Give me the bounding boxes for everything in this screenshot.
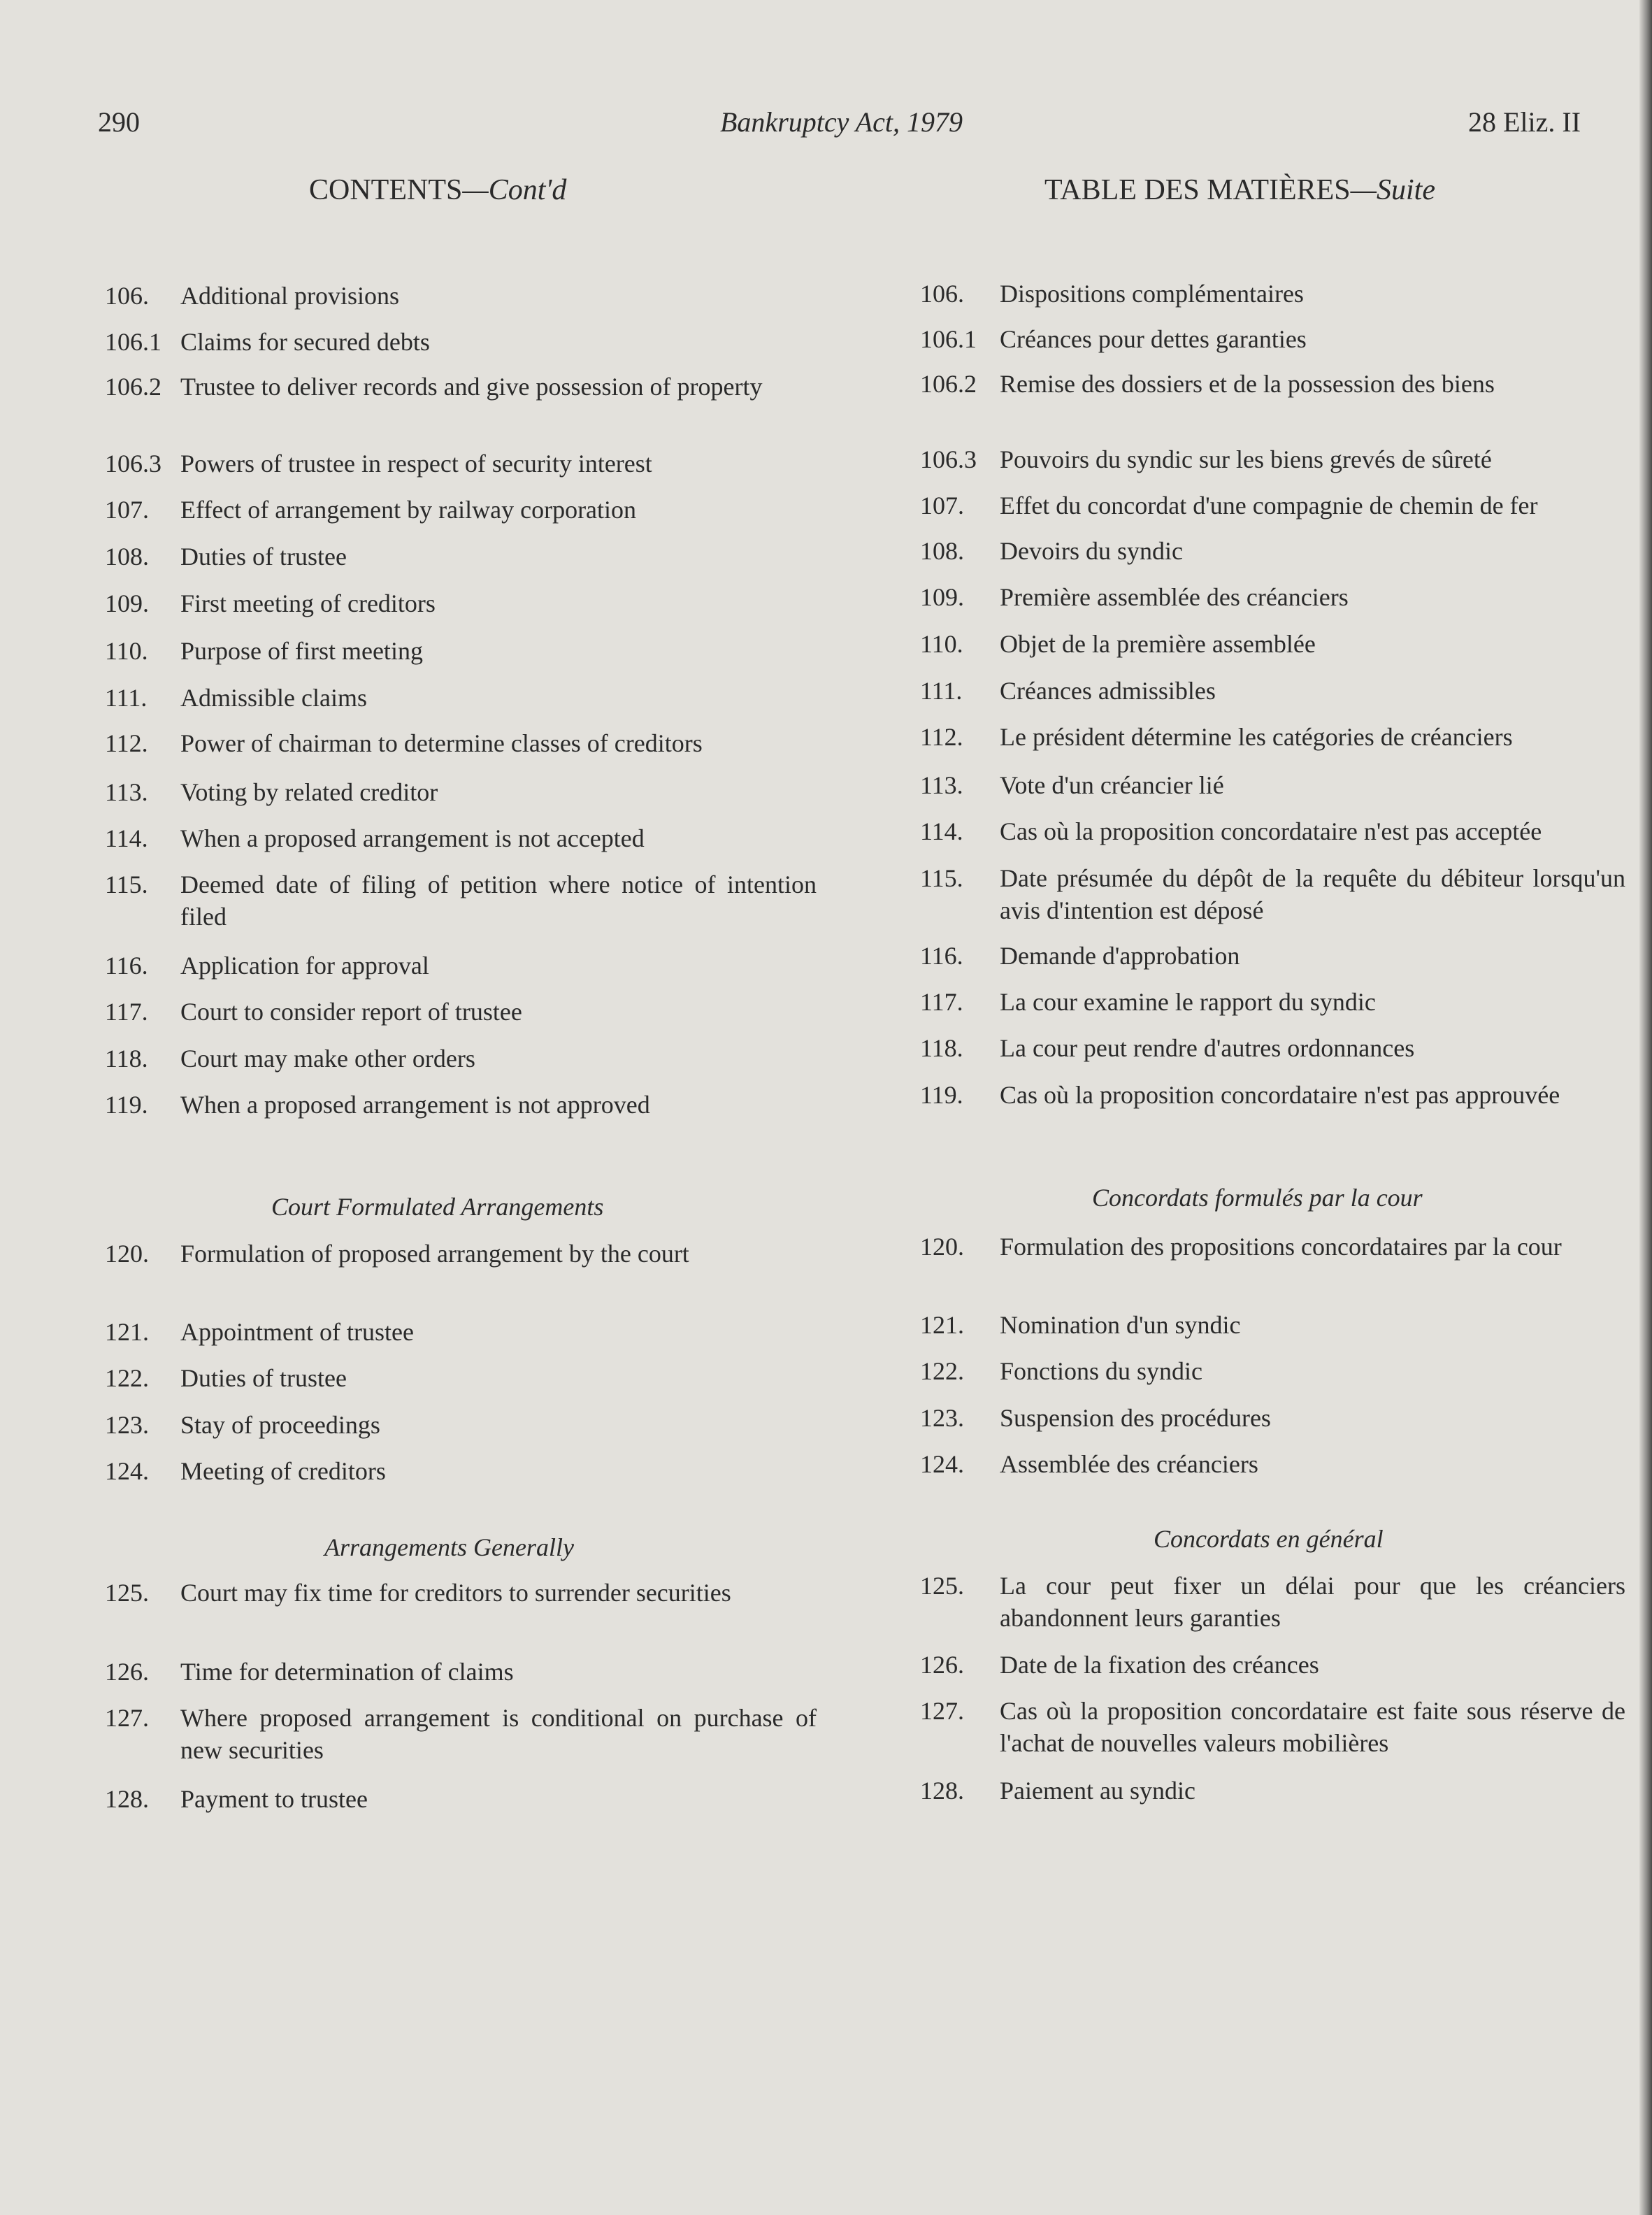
- toc-entry-title: La cour examine le rapport du syndic: [1000, 988, 1376, 1016]
- toc-entry-title: Power of chairman to determine classes of creditors: [180, 729, 703, 757]
- page-number: 290: [98, 106, 140, 138]
- toc-entry-title: Deemed date of filing of petition where notice of intention filed: [180, 870, 817, 931]
- toc-entry-title: Créances admissibles: [1000, 677, 1216, 705]
- toc-entry-title: Powers of trustee in respect of security interest: [180, 450, 652, 478]
- toc-entry-number: 120.: [920, 1233, 964, 1261]
- toc-entry-title: Stay of proceedings: [180, 1411, 380, 1439]
- toc-entry-number: 120.: [105, 1240, 149, 1268]
- section-heading-arrangements-generally: Arrangements Generally: [324, 1533, 574, 1561]
- english-contents-heading: [309, 172, 566, 208]
- toc-entry-title: Purpose of first meeting: [180, 637, 423, 665]
- toc-entry-number: 106.3: [920, 445, 977, 473]
- toc-entry-title: Claims for secured debts: [180, 328, 430, 356]
- toc-entry-title: Payment to trustee: [180, 1785, 368, 1813]
- toc-entry-title: Duties of trustee: [180, 1364, 347, 1392]
- toc-entry-number: 122.: [920, 1357, 964, 1385]
- toc-entry-number: 107.: [105, 496, 149, 524]
- toc-entry-title: Paiement au syndic: [1000, 1777, 1195, 1805]
- toc-entry-number: 126.: [105, 1658, 149, 1686]
- toc-entry-number: 109.: [105, 589, 149, 617]
- running-title: Bankruptcy Act, 1979: [720, 106, 963, 138]
- toc-entry-number: 116.: [920, 942, 963, 970]
- toc-entry-title: Court to consider report of trustee: [180, 998, 522, 1026]
- toc-entry-number: 126.: [920, 1651, 964, 1679]
- toc-entry-number: 110.: [920, 630, 963, 658]
- toc-entry-title: Vote d'un créancier lié: [1000, 771, 1224, 799]
- toc-entry-title: Cas où la proposition concordataire n'est pas approuvée: [1000, 1081, 1560, 1109]
- toc-entry-number: 106.: [105, 282, 149, 310]
- toc-entry-number: 109.: [920, 583, 964, 611]
- toc-entry-number: 127.: [105, 1704, 149, 1732]
- toc-entry-number: 122.: [105, 1364, 149, 1392]
- toc-entry-title: Devoirs du syndic: [1000, 537, 1183, 565]
- toc-entry-number: 112.: [105, 729, 148, 757]
- toc-entry-number: 115.: [920, 864, 963, 892]
- toc-entry-number: 123.: [105, 1411, 149, 1439]
- binding-edge: [1639, 0, 1652, 2215]
- english-heading-text: CONTENTS: [309, 174, 463, 206]
- toc-entry-number: 106.2: [920, 370, 977, 398]
- toc-entry-number: 114.: [105, 824, 148, 852]
- toc-entry-number: 124.: [105, 1457, 149, 1485]
- toc-entry-number: 113.: [920, 771, 963, 799]
- french-contents-heading: [1044, 172, 1435, 208]
- toc-entry-title: Date de la fixation des créances: [1000, 1651, 1319, 1679]
- toc-entry-title: Assemblée des créanciers: [1000, 1450, 1258, 1478]
- toc-entry-number: 116.: [105, 952, 148, 980]
- toc-entry-number: 124.: [920, 1450, 964, 1478]
- toc-entry-number: 106.3: [105, 450, 161, 478]
- toc-entry-number: 119.: [105, 1091, 148, 1119]
- english-heading-suffix: —Cont'd: [462, 174, 567, 206]
- toc-entry-title: Pouvoirs du syndic sur les biens grevés de sûreté: [1000, 445, 1492, 473]
- french-heading-text: TABLE DES MATIÈRES: [1044, 174, 1351, 206]
- toc-entry-title: Formulation of proposed arrangement by the court: [180, 1240, 689, 1268]
- toc-entry-title: First meeting of creditors: [180, 589, 436, 617]
- toc-entry-number: 118.: [105, 1045, 148, 1073]
- toc-entry-title: Créances pour dettes garanties: [1000, 325, 1307, 353]
- toc-entry-title: Court may make other orders: [180, 1045, 475, 1073]
- section-heading-court-formulated: Concordats formulés par la cour: [1092, 1184, 1423, 1212]
- toc-entry-title: Première assemblée des créanciers: [1000, 583, 1349, 611]
- toc-entry-number: 123.: [920, 1404, 964, 1432]
- toc-entry-title: Date présumée du dépôt de la requête du débiteur lorsqu'un avis d'intention est déposé: [1000, 864, 1625, 924]
- toc-entry-title: Demande d'approbation: [1000, 942, 1240, 970]
- toc-entry-number: 106.: [920, 280, 964, 308]
- toc-entry-title: Trustee to deliver records and give possession of property: [180, 373, 763, 401]
- toc-entry-number: 114.: [920, 817, 963, 845]
- toc-entry-title: Fonctions du syndic: [1000, 1357, 1203, 1385]
- toc-entry-number: 108.: [105, 543, 149, 571]
- toc-entry-number: 121.: [105, 1318, 149, 1346]
- toc-entry-number: 117.: [920, 988, 963, 1016]
- toc-entry-number: 118.: [920, 1034, 963, 1062]
- toc-entry-title: Dispositions complémentaires: [1000, 280, 1304, 308]
- toc-entry-number: 121.: [920, 1311, 964, 1339]
- toc-entry-number: 113.: [105, 778, 148, 806]
- toc-entry-title: Effet du concordat d'une compagnie de chemin de fer: [1000, 492, 1538, 519]
- toc-entry-title: Admissible claims: [180, 684, 367, 712]
- toc-entry-title: Time for determination of claims: [180, 1658, 514, 1686]
- toc-entry-title: Le président détermine les catégories de créanciers: [1000, 723, 1513, 751]
- toc-entry-number: 115.: [105, 870, 148, 898]
- toc-entry-title: Duties of trustee: [180, 543, 347, 571]
- toc-entry-number: 117.: [105, 998, 148, 1026]
- toc-entry-title: Where proposed arrangement is conditional on purchase of new securities: [180, 1704, 817, 1764]
- toc-entry-number: 108.: [920, 537, 964, 565]
- toc-entry-title: Effect of arrangement by railway corporation: [180, 496, 637, 524]
- toc-entry-title: Meeting of creditors: [180, 1457, 386, 1485]
- toc-entry-title: Court may fix time for creditors to surrender securities: [180, 1579, 731, 1607]
- toc-entry-title: Application for approval: [180, 952, 429, 980]
- toc-entry-number: 119.: [920, 1081, 963, 1109]
- toc-entry-number: 111.: [920, 677, 963, 705]
- toc-entry-number: 110.: [105, 637, 148, 665]
- toc-entry-number: 125.: [105, 1579, 149, 1607]
- toc-entry-title: Remise des dossiers et de la possession des biens: [1000, 370, 1495, 398]
- toc-entry-title: Nomination d'un syndic: [1000, 1311, 1241, 1339]
- section-heading-court-formulated: Court Formulated Arrangements: [271, 1193, 604, 1221]
- toc-entry-number: 111.: [105, 684, 148, 712]
- toc-entry-number: 128.: [105, 1785, 149, 1813]
- toc-entry-number: 127.: [920, 1697, 964, 1725]
- toc-entry-number: 106.2: [105, 373, 161, 401]
- regnal-year: 28 Eliz. II: [1468, 106, 1581, 138]
- toc-entry-title: When a proposed arrangement is not approved: [180, 1091, 650, 1119]
- toc-entry-title: La cour peut fixer un délai pour que les créanciers abandonnent leurs garanties: [1000, 1572, 1625, 1632]
- toc-entry-number: 128.: [920, 1777, 964, 1805]
- section-heading-arrangements-generally: Concordats en général: [1154, 1525, 1384, 1553]
- toc-entry-title: Additional provisions: [180, 282, 399, 310]
- toc-entry-title: Cas où la proposition concordataire n'est pas acceptée: [1000, 817, 1542, 845]
- toc-entry-title: La cour peut rendre d'autres ordonnances: [1000, 1034, 1415, 1062]
- toc-entry-number: 106.1: [920, 325, 977, 353]
- toc-entry-title: Formulation des propositions concordataires par la cour: [1000, 1233, 1562, 1261]
- french-heading-suffix: —Suite: [1350, 174, 1435, 206]
- toc-entry-number: 112.: [920, 723, 963, 751]
- toc-entry-title: Objet de la première assemblée: [1000, 630, 1316, 658]
- toc-entry-number: 106.1: [105, 328, 161, 356]
- toc-entry-number: 107.: [920, 492, 964, 519]
- toc-entry-number: 125.: [920, 1572, 964, 1600]
- toc-entry-title: Voting by related creditor: [180, 778, 438, 806]
- toc-entry-title: Cas où la proposition concordataire est faite sous réserve de l'achat de nouvelles valeurs mobilières: [1000, 1697, 1625, 1757]
- toc-entry-title: Appointment of trustee: [180, 1318, 414, 1346]
- toc-entry-title: Suspension des procédures: [1000, 1404, 1271, 1432]
- toc-entry-title: When a proposed arrangement is not accepted: [180, 824, 645, 852]
